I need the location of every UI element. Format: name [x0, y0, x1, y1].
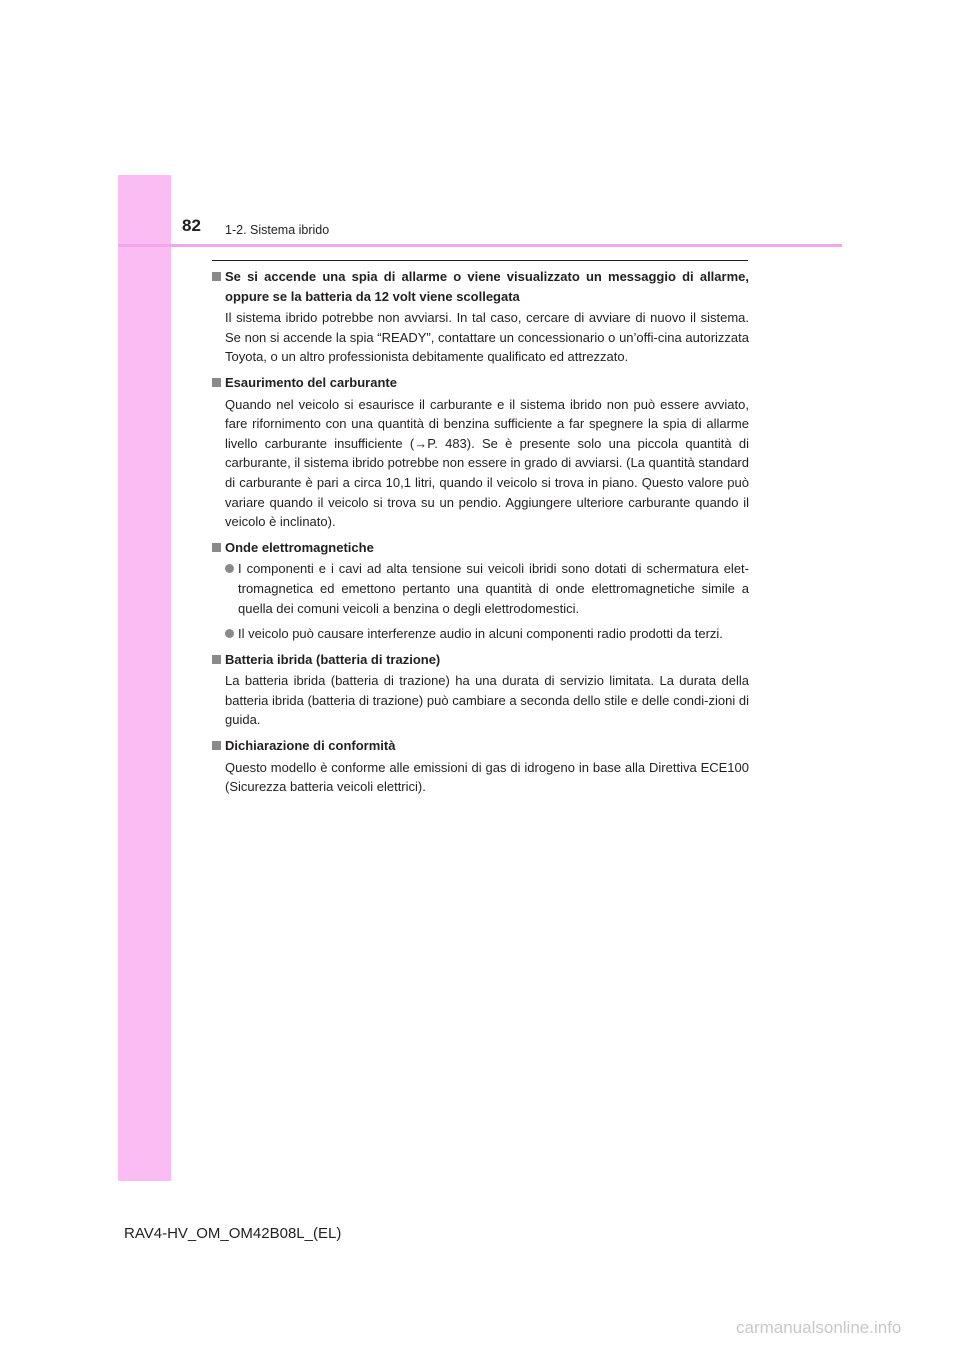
square-bullet-icon — [212, 272, 221, 281]
circle-bullet-icon — [225, 629, 234, 638]
block-paragraph: Questo modello è conforme alle emissioni di gas di idrogeno in base alla Direttiva ECE100 (Sicurezza batteria veicoli elettrici). — [225, 759, 749, 795]
manual-code: RAV4-HV_OM_OM42B08L_(EL) — [124, 1225, 342, 1242]
block-heading — [212, 373, 749, 393]
list-item-text: Il veicolo può causare interferenze audio in alcuni componenti radio prodotti da terzi. — [238, 626, 723, 642]
section-declaration-of-conformity — [212, 736, 749, 797]
section-warning-light — [212, 267, 749, 367]
side-color-band — [118, 175, 171, 1181]
page-content — [212, 267, 749, 803]
block-heading-text: Batteria ibrida (batteria di trazione) — [225, 651, 441, 667]
block-paragraph: La batteria ibrida (batteria di trazione) ha una durata di servizio limitata. La durata della batteria ibrida (batteria di trazione) può cambiare a seconda dello stile e delle condi-zioni di guida. — [225, 673, 749, 728]
content-rule — [212, 260, 748, 261]
header-rule — [118, 244, 842, 247]
block-heading-text: Onde elettromagnetiche — [225, 539, 374, 555]
block-heading — [212, 267, 749, 306]
section-electromagnetic-waves — [212, 538, 749, 644]
block-heading-text: Dichiarazione di conformità — [225, 738, 396, 754]
block-heading — [212, 650, 749, 670]
list-item — [225, 624, 749, 644]
page-number: 82 — [182, 216, 201, 235]
block-paragraph: Il sistema ibrido potrebbe non avviarsi. In tal caso, cercare di avviare di nuovo il sistema. Se non si accende la spia “READY”, contattare un concessionario o un’offi-cina autorizzata Toyota, o un altro professionista debitamente qualificato ed attrezzato. — [225, 310, 749, 365]
section-fuel-exhaustion — [212, 373, 749, 532]
watermark: carmanualsonline.info — [736, 1318, 902, 1337]
square-bullet-icon — [212, 378, 221, 387]
square-bullet-icon — [212, 543, 221, 552]
block-heading-text: Esaurimento del carburante — [225, 374, 397, 390]
block-paragraph: Quando nel veicolo si esaurisce il carburante e il sistema ibrido non può essere avviato, fare rifornimento con una quantità di benzina sufficiente a far spegnere la spia di allarme livello carburante insufficiente (→P. 483). Se è presente solo una piccola quantità di carburante, il sistema ibrido potrebbe non essere in grado di avviarsi. (La quantità standard di carburante è pari a circa 10,1 litri, quando il veicolo si trova in piano. Questo valore può variare quando il veicolo si trova su un pendio. Aggiungere ulteriore carburante quando il veicolo è inclinato). — [225, 396, 749, 530]
block-heading — [212, 538, 749, 558]
header-tab — [118, 175, 171, 245]
section-hybrid-battery — [212, 650, 749, 730]
section-title: 1-2. Sistema ibrido — [225, 223, 330, 237]
block-heading-text: Se si accende una spia di allarme o viene visualizzato un messaggio di allarme, oppure se la batteria da 12 volt viene scollegata — [225, 269, 749, 304]
square-bullet-icon — [212, 655, 221, 664]
block-heading — [212, 736, 749, 756]
list-item-text: I componenti e i cavi ad alta tensione sui veicoli ibridi sono dotati di schermatura elet-tromagnetica ed emettono pertanto una quantità di onde elettromagnetiche simile a quella dei comuni veicoli a benzina o degli elettrodomestici. — [238, 561, 749, 616]
square-bullet-icon — [212, 741, 221, 750]
list-item — [225, 559, 749, 618]
circle-bullet-icon — [225, 564, 234, 573]
